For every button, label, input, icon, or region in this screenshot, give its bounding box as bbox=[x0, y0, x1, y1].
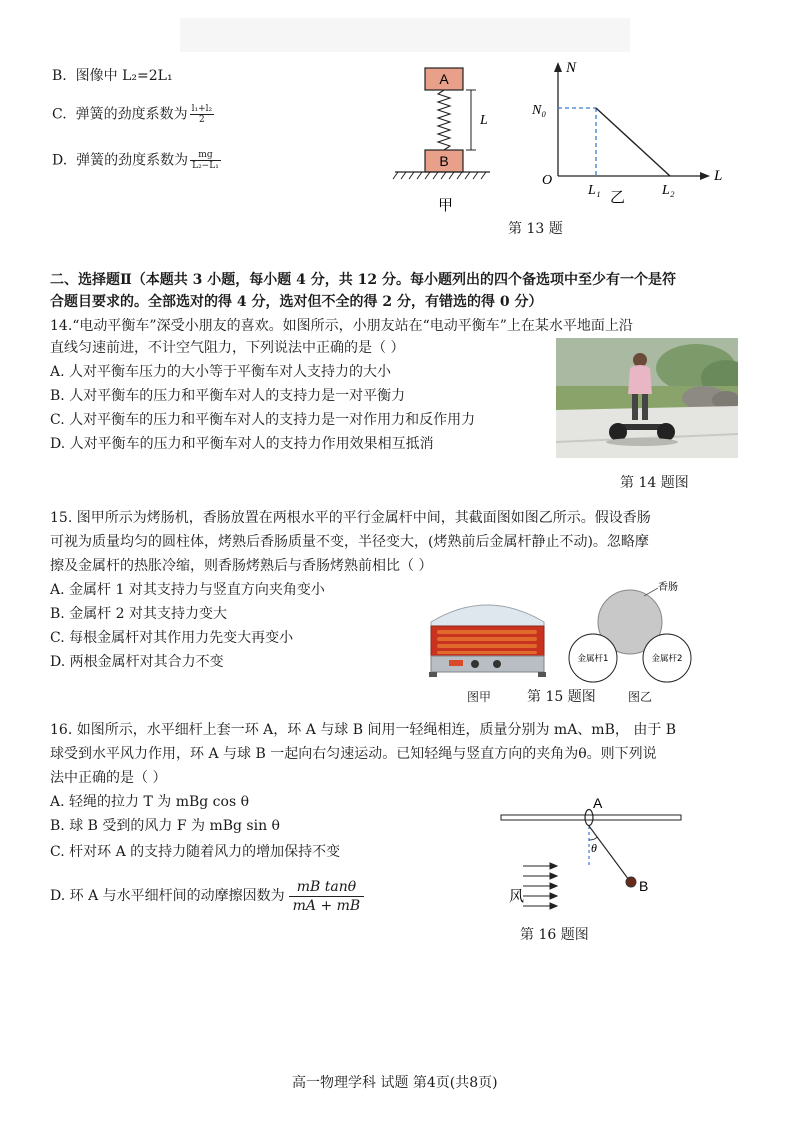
ground-hatch bbox=[393, 172, 486, 179]
q16-ring-ball-figure bbox=[495, 796, 690, 912]
block-b-label: B bbox=[439, 153, 449, 169]
q16-stem-line3: 法中正确的是（ ） bbox=[50, 770, 167, 786]
rod2-label: 金属杆2 bbox=[651, 654, 683, 664]
q16-option-b: B. 球 B 受到的风力 F 为 mBg sin θ bbox=[50, 818, 280, 834]
wind-label: 风 bbox=[509, 887, 525, 905]
q16-option-a: A. 轻绳的拉力 T 为 mBg cos θ bbox=[50, 794, 250, 810]
sausage-label: 香肠 bbox=[658, 582, 678, 593]
q15-stem-line1: 15. 图甲所示为烤肠机，香肠放置在两根水平的平行金属杆中间，其截面图如图乙所示。假设香肠 bbox=[50, 510, 651, 526]
wind-arrows bbox=[523, 863, 557, 909]
friction-fraction: $\frac{\text{mB tanθ}}{mA + mB}$ bbox=[289, 878, 365, 915]
q13-caption: 第 13 题 bbox=[508, 221, 563, 237]
horizontal-rod bbox=[501, 815, 681, 820]
q15-option-c: C. 每根金属杆对其作用力先变大再变小 bbox=[50, 630, 294, 646]
graph-line bbox=[596, 108, 670, 176]
spring-figure-jia bbox=[390, 60, 500, 220]
origin-label: O bbox=[542, 173, 553, 188]
q14-option-d: D. 人对平衡车的压力和平衡车对人的支持力作用效果相互抵消 bbox=[50, 436, 434, 452]
q15-cross-section-yi bbox=[560, 578, 720, 688]
q16-stem-line2: 球受到水平风力作用，环 A 与球 B 一起向右匀速运动。已知轻绳与竖直方向的夹角为θ。则下列说 bbox=[50, 746, 657, 762]
q13-option-b: B. 图像中 L₂=2L₁ bbox=[52, 68, 173, 84]
q15-cap-yi: 图乙 bbox=[628, 690, 653, 704]
fraction: $\frac{\text{l₁+l₂}}{2}$ bbox=[191, 104, 213, 125]
q15-stem-line2: 可视为质量均匀的圆柱体，烤熟后香肠质量不变，半径变大，(烤熟前后金属杆静止不动)。忽略摩 bbox=[50, 534, 649, 550]
ball-b-label: B bbox=[639, 878, 649, 894]
ball-b bbox=[626, 877, 636, 887]
q14-stem-line1: 14.“电动平衡车”深受小朋友的喜欢。如图所示，小朋友站在“电动平衡车”上在某水平地面上沿 bbox=[50, 318, 633, 334]
q14-option-c: C. 人对平衡车的压力和平衡车对人的支持力是一对作用力和反作用力 bbox=[50, 412, 476, 428]
l-axis-label: L bbox=[714, 168, 723, 184]
q14-photo-balance-scooter bbox=[556, 338, 738, 458]
ring-a-label: A bbox=[593, 796, 603, 811]
rod1-label: 金属杆1 bbox=[577, 654, 609, 664]
spring bbox=[438, 90, 450, 150]
q15-photo-sausage-grill bbox=[425, 588, 550, 680]
q13-option-c: C. 弹簧的劲度系数为 $\frac{\text{l₁+l₂}}{2}$ bbox=[52, 104, 213, 125]
q15-caption: 第 15 题图 bbox=[527, 689, 596, 705]
q15-option-d: D. 两根金属杆对其合力不变 bbox=[50, 654, 224, 670]
n-axis-label: N bbox=[566, 60, 577, 76]
q16-caption: 第 16 题图 bbox=[520, 927, 589, 943]
l2-label: L₂ bbox=[662, 183, 675, 198]
n-l-graph-yi bbox=[528, 56, 728, 216]
q16-option-d: D. 环 A 与水平细杆间的动摩擦因数为 $\frac{\text{mB tanθ}}{mA + mB}$ bbox=[50, 876, 364, 916]
q13-option-d: D. 弹簧的劲度系数为 $\frac{mg}{\text{L₂−L₁}}$ bbox=[52, 150, 219, 171]
block-a-label: A bbox=[439, 71, 449, 87]
n0-label: N₀ bbox=[532, 103, 547, 118]
q16-stem-line1: 16. 如图所示，水平细杆上套一环 A，环 A 与球 B 间用一轻绳相连，质量分别为 mA、mB， 由于 B bbox=[50, 722, 677, 738]
q15-option-b: B. 金属杆 2 对其支持力变大 bbox=[50, 606, 227, 622]
section-heading-line2: 合题目要求的。全部选对的得 4 分，选对但不全的得 2 分，有错选的得 0 分） bbox=[50, 294, 543, 310]
length-label: L bbox=[480, 113, 488, 128]
fig-yi-caption: 乙 bbox=[610, 188, 626, 206]
q14-option-a: A. 人对平衡车压力的大小等于平衡车对人支持力的大小 bbox=[50, 364, 392, 380]
q15-cap-jia: 图甲 bbox=[467, 690, 492, 704]
section-heading-line1: 二、选择题Ⅱ（本题共 3 小题，每小题 4 分，共 12 分。每小题列出的四个备选项中至少有一个是符 bbox=[50, 272, 677, 288]
q16-option-c: C. 杆对环 A 的支持力随着风力的增加保持不变 bbox=[50, 844, 341, 860]
q14-option-b: B. 人对平衡车的压力和平衡车对人的支持力是一对平衡力 bbox=[50, 388, 406, 404]
q15-stem-line3: 擦及金属杆的热胀冷缩，则香肠烤熟后与香肠烤熟前相比（ ） bbox=[50, 558, 433, 574]
q14-caption: 第 14 题图 bbox=[620, 475, 689, 491]
q14-stem-line2: 直线匀速前进，不计空气阻力，下列说法中正确的是（ ） bbox=[50, 340, 405, 356]
q15-option-a: A. 金属杆 1 对其支持力与竖直方向夹角变小 bbox=[50, 582, 325, 598]
page-footer: 高一物理学科 试题 第4页(共8页) bbox=[292, 1075, 498, 1091]
theta-label: θ bbox=[591, 841, 597, 855]
fig-jia-caption: 甲 bbox=[438, 196, 454, 214]
l1-label: L₁ bbox=[588, 183, 601, 198]
fraction: $\frac{mg}{\text{L₂−L₁}}$ bbox=[192, 150, 219, 171]
header-smudge bbox=[180, 18, 630, 52]
